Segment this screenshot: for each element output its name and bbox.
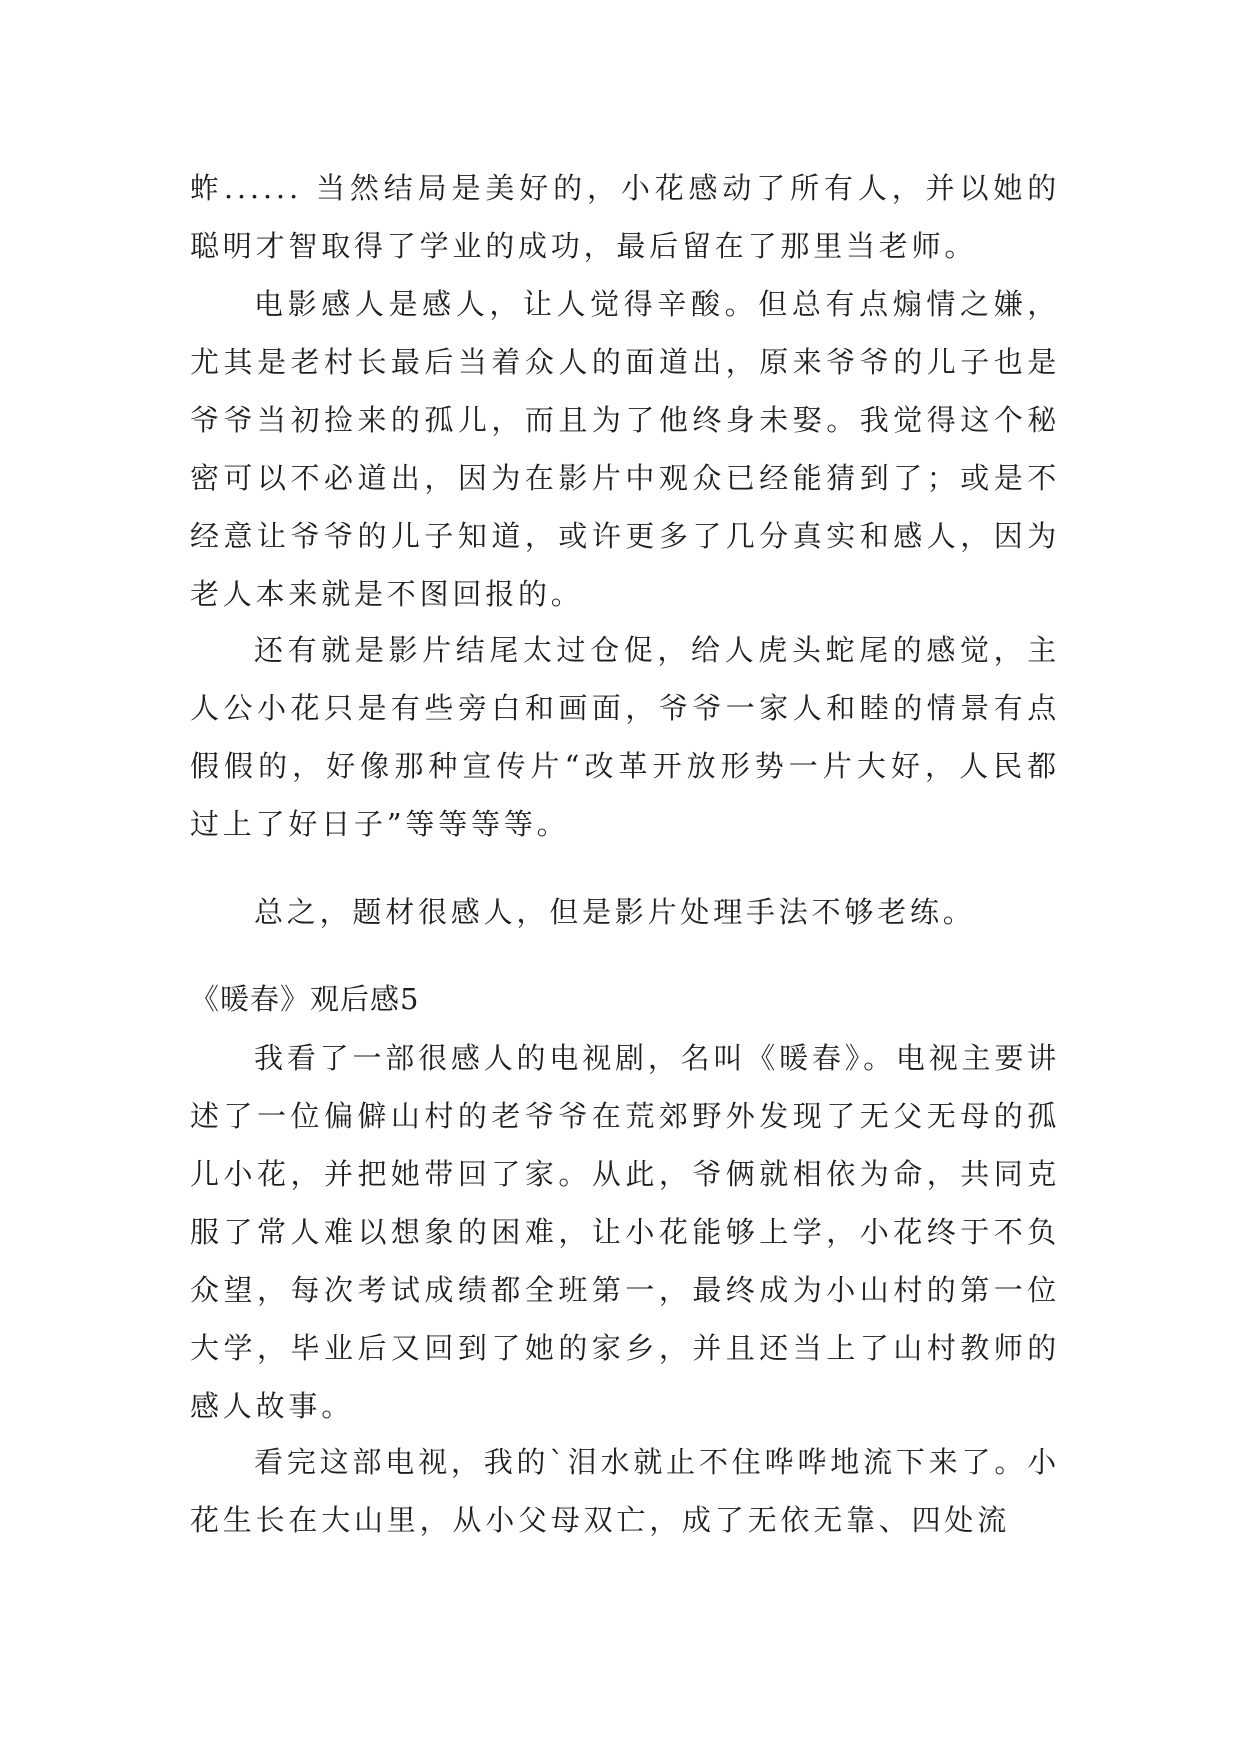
section-paragraph-reaction: 看完这部电视，我的`泪水就止不住哗哗地流下来了。小花生长在大山里，从小父母双亡，成了无依无靠、四处流 xyxy=(190,1445,1060,1537)
paragraph-critique: 电影感人是感人，让人觉得辛酸。但总有点煽情之嫌，尤其是老村长最后当着众人的面道出，原来爷爷的儿子也是爷爷当初捡来的孤儿，而且为了他终身未娶。我觉得这个秘密可以不必道出，因为在影片中观众已经能猜到了；或是不经意让爷爷的儿子知道，或许更多了几分真实和感人，因为老人本来就是不图回报的。 xyxy=(190,287,1060,611)
paragraph-conclusion: 总之，题材很感人，但是影片处理手法不够老练。 xyxy=(254,895,976,929)
section-paragraph-summary: 我看了一部很感人的电视剧，名叫《暖春》。电视主要讲述了一位偏僻山村的老爷爷在荒郊野外发现了无父无母的孤儿小花，并把她带回了家。从此，爷俩就相依为命，共同克服了常人难以想象的困难，让小花能够上学，小花终于不负众望，每次考试成绩都全班第一，最终成为小山村的第一位大学，毕业后又回到了她的家乡，并且还当上了山村教师的感人故事。 xyxy=(190,1041,1060,1423)
section-title: 《暖春》观后感5 xyxy=(190,982,420,1016)
paragraph-continuation: 蚱...... 当然结局是美好的，小花感动了所有人，并以她的聪明才智取得了学业的成功，最后留在了那里当老师。 xyxy=(190,171,1060,263)
paragraph-ending-critique: 还有就是影片结尾太过仓促，给人虎头蛇尾的感觉，主人公小花只是有些旁白和画面，爷爷一家人和睦的情景有点假假的，好像那种宣传片“改革开放形势一片大好，人民都过上了好日子”等等等等。 xyxy=(190,633,1060,841)
